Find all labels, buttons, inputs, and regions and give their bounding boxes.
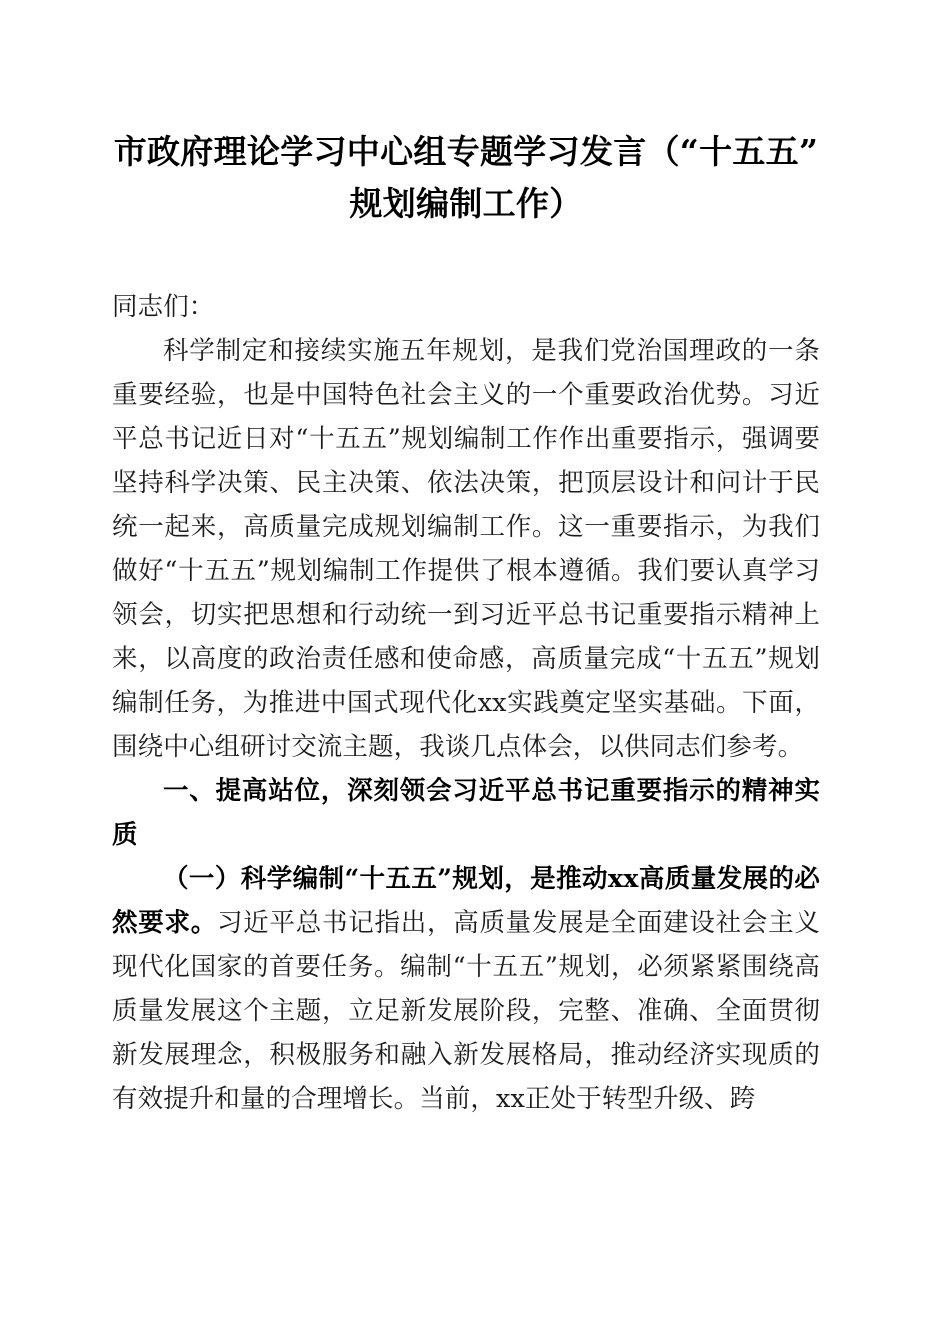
intro-paragraph: 科学制定和接续实施五年规划，是我们党治国理政的一条重要经验，也是中国特色社会主义的一个重要政治优势。习近平总书记近日对“十五五”规划编制工作作出重要指示，强调要坚持科学决策、民主决策、依法决策，把顶层设计和问计于民统一起来，高质量完成规划编制工作。这一重要指示，为我们做好“十五五”规划编制工作提供了根本遵循。我们要认真学习领会，切实把思想和行动统一到习近平总书记重要指示精神上来，以高度的政治责任感和使命感，高质量完成“十五五”规划编制任务，为推进中国式现代化xx实践奠定坚实基础。下面，围绕中心组研讨交流主题，我谈几点体会，以供同志们参考。 bbox=[112, 336, 820, 762]
subsection-one-body: 习近平总书记指出，高质量发展是全面建设社会主义现代化国家的首要任务。编制“十五五”规划，必须紧紧围绕高质量发展这个主题，立足新发展阶段，完整、准确、全面贯彻新发展理念，积极服务和融入新发展格局，推动经济实现质的有效提升和量的合理增长。当前，xx正处于转型升级、跨 bbox=[112, 908, 820, 1114]
subsection-one-paragraph bbox=[112, 857, 820, 1121]
title-body-spacer bbox=[112, 230, 820, 285]
subsection-one-lead: （一）科学编制“十五五”规划，是推动xx高质量发展的必然要求。 bbox=[112, 864, 820, 938]
section-heading-one: 一、提高站位，深刻领会习近平总书记重要指示的精神实质 bbox=[112, 777, 820, 849]
salutation-line: 同志们： bbox=[112, 292, 215, 322]
page-title: 市政府理论学习中心组专题学习发言（“十五五”规划编制工作） bbox=[113, 132, 819, 223]
document-content bbox=[112, 0, 820, 1121]
